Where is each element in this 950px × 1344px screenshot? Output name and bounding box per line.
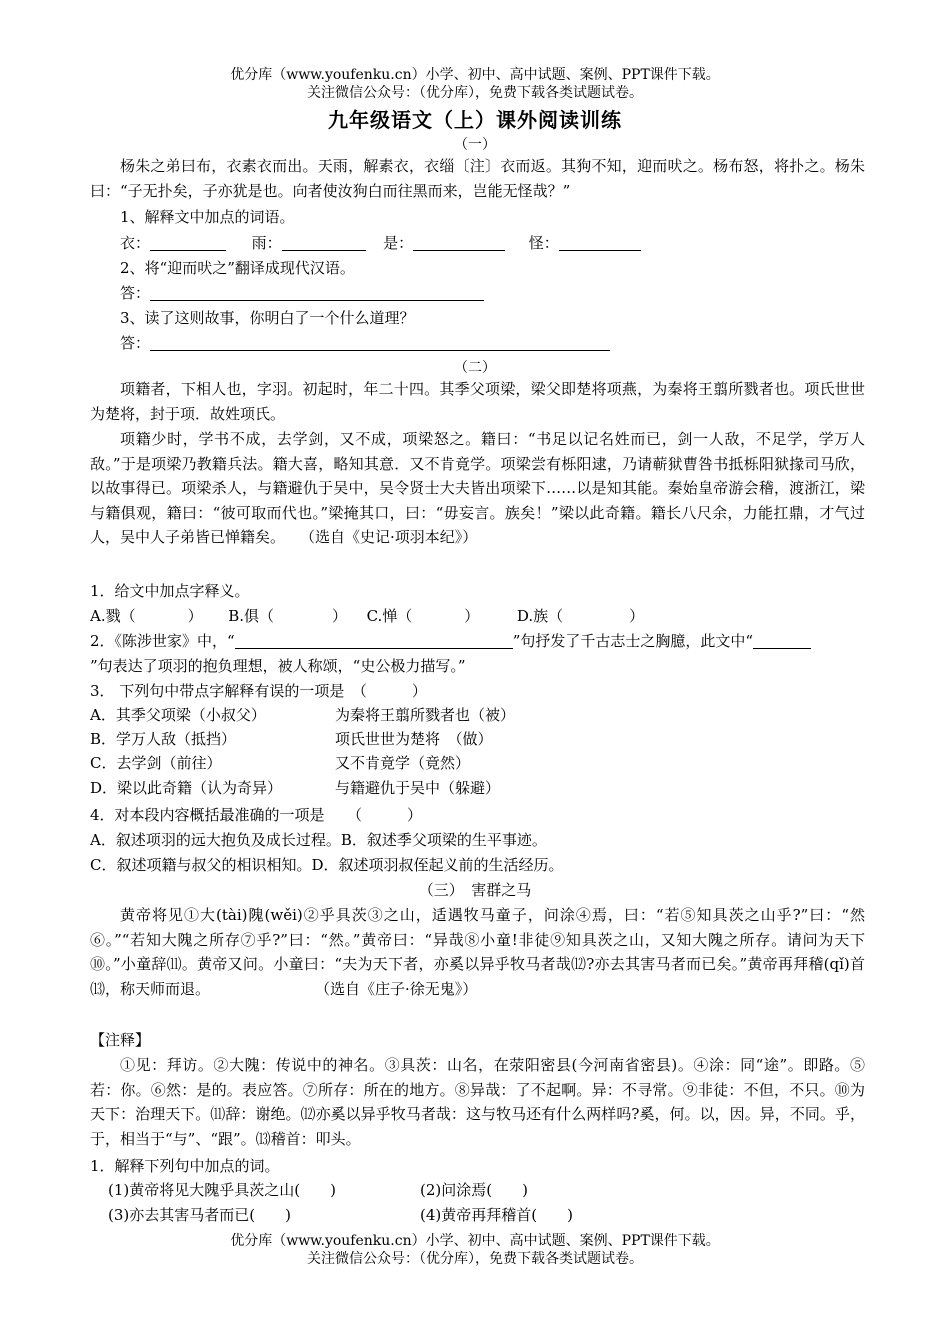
header-line-2: 关注微信公众号：（优分库），免费下载各类试题试卷。 [307,85,643,101]
option-d: D.族（ [516,607,564,625]
blank-label-4: 怪： [528,234,559,252]
s1-question-1: 1、解释文中加点的词语。 [120,208,295,226]
s2-q3-row-a [90,703,515,727]
option-right: 为秦将王翦所戮者也（被） [335,706,516,724]
answer-label: 答： [120,334,151,352]
answer-blank[interactable] [413,234,505,251]
option-b: B.俱（ [228,607,274,625]
item-4: (4)黄帝再拜稽首( ) [420,1206,573,1224]
blank-label-2: 雨： [251,234,282,252]
s2-question-1-options [90,604,880,628]
q2-text-b: ”句抒发了千古志士之胸臆，此文中“ [512,632,754,650]
section-2-para-1: 项籍者，下相人也，字羽。初起时，年二十四。其季父项梁，梁父即楚将项燕，为秦将王翦所戮者也。项氏世世为楚将，封于项．故姓项氏。 [90,380,865,423]
s1-answer-2 [120,281,910,305]
s2-question-2 [90,629,880,653]
s1-question-1-blanks [120,231,910,255]
section-2-para-2: 项籍少时，学书不成，去学剑，又不成，项梁怒之。籍曰：“书足以记名姓而已，剑一人敌，不足学，学万人敌。”于是项梁乃教籍兵法。籍大喜，略知其意．又不肯竟学。项梁尝有栎阳逮，乃请蕲狱曹咎书抵栎阳狱掾司马欣，以故事得已。项梁杀人，与籍避仇于吴中，吴令贤士大夫皆出项梁下……以是知其能。秦始皇帝游会稽，渡浙江，梁与籍俱观，籍曰：“彼可取而代也。”梁掩其口，曰：“毋妄言。族矣！”梁以此奇籍。籍长八尺余，力能扛鼎，才气过人，吴中人子弟皆已惮籍矣。 （选自《史记·项羽本纪》） [90,430,865,547]
s2-question-4: 4．对本段内容概括最准确的一项是 （ ） [90,806,423,824]
item-3: (3)亦去其害马者而已( ) [108,1206,291,1224]
paren: ） [187,607,203,625]
section-1-passage: 杨朱之弟曰布，衣素衣而出。天雨，解素衣，衣缁〔注〕衣而返。其狗不知，迎而吠之。杨布怒，将扑之。杨朱曰：“子无扑矣，子亦犹是也。向者使汝狗白而往黑而来，岂能无怪哉？” [90,157,865,200]
option-left: A．其季父项梁（小叔父） [90,706,266,724]
answer-blank[interactable] [282,234,366,251]
blank-label-3: 是： [383,234,414,252]
s2-q3-row-b [90,727,493,751]
answer-blank[interactable] [753,632,811,649]
option-right: 又不肯竟学（竟然） [335,754,471,772]
option-left: D．梁以此奇籍（认为奇异） [90,779,283,797]
section-2-heading: （二） [454,360,496,376]
section-3-heading: （三） 害群之马 [418,881,532,899]
section-3-passage: 黄帝将见①大(tài)隗(wěi)②乎具茨③之山，适遇牧马童子，问涂④焉，曰：“若⑤知具茨之山乎?”曰：“然⑥。”“若知大隗之所存⑦乎?”曰：“然。”黄帝曰：“异哉⑧小童!非徒⑨知具茨之山，又知大隗之所存。请问为天下⑩。”小童辞⑾。黄帝又问。小童曰：“夫为天下者，亦奚以异乎牧马者哉⑿?亦去其害马者而已矣。”黄帝再拜稽(qǐ)首⒀，称天师而退。 （选自《庄子·徐无鬼》） [90,906,865,998]
s2-q4-options-cd: C．叙述项籍与叔父的相识相知。D．叙述项羽叔侄起义前的生活经历。 [90,856,564,874]
option-c: C.惮（ [366,607,413,625]
option-right: 与籍避仇于吴中（躲避） [335,779,501,797]
option-a: A.戮（ [90,607,136,625]
option-left: C．去学剑（前往） [90,754,222,772]
q2-text-a: 2．《陈涉世家》中，“ [90,632,235,650]
answer-label: 答： [120,284,151,302]
s1-answer-3 [120,331,910,355]
section-1-heading: （一） [454,137,496,153]
blank-label-1: 衣： [120,234,151,252]
footer-line-2: 关注微信公众号：（优分库），免费下载各类试题试卷。 [307,1251,643,1267]
header-line-1: 优分库（www.youfenku.cn）小学、初中、高中试题、案例、PPT课件下载。 [230,67,720,83]
answer-blank[interactable] [150,234,226,251]
answer-blank[interactable] [235,632,513,649]
s2-q3-row-d [90,776,500,800]
answer-blank[interactable] [559,234,641,251]
s3-q1-row-2 [108,1203,573,1227]
answer-line[interactable] [150,284,484,301]
s2-question-3: 3． 下列句中带点字解释有误的一项是 （ ） [90,682,427,700]
page-title: 九年级语文（上）课外阅读训练 [328,108,622,132]
s1-question-2: 2、将“迎而吠之”翻译成现代汉语。 [120,259,355,277]
s2-q3-row-c [90,751,470,775]
section-3-notes: ①见：拜访。②大隗：传说中的神名。③具茨：山名，在荥阳密县(今河南省密县)。④涂：同“途”。即路。⑤若：你。⑥然：是的。表应答。⑦所存：所在的地方。⑧异哉：了不起啊。异：不寻常。⑨非徒：不但，不只。⑩为天下：治理天下。⑾辞：谢绝。⑿亦奚以异乎牧马者哉：这与牧马还有什么两样吗?奚，何。以，因。异，不同。乎，于，相当于“与”、“跟”。⒀稽首：叩头。 [90,1056,865,1148]
s2-question-1: 1．给文中加点字释义。 [90,582,250,600]
option-right: 项氏世世为楚将 （做） [335,730,493,748]
paren: ） [331,607,347,625]
s3-question-1: 1．解释下列句中加点的词。 [90,1157,280,1175]
s3-q1-row-1 [108,1178,528,1202]
footer-line-1: 优分库（www.youfenku.cn）小学、初中、高中试题、案例、PPT课件下载。 [230,1233,720,1249]
s2-q4-options-ab: A．叙述项羽的远大抱负及成长过程。B．叙述季父项梁的生平事迹。 [90,831,547,849]
option-left: B．学万人敌（抵挡） [90,730,237,748]
s1-question-3: 3、读了这则故事，你明白了一个什么道理？ [120,309,415,327]
item-1: (1)黄帝将见大隗乎具茨之山( ) [108,1181,336,1199]
answer-line[interactable] [150,334,610,351]
notes-title: 【注释】 [90,1031,151,1049]
item-2: (2)问涂焉( ) [420,1181,528,1199]
s2-question-2-cont: ”句表达了项羽的抱负理想，被人称颂，“史公极力描写。” [90,657,466,675]
paren: ） [464,607,480,625]
paren: ） [629,607,645,625]
